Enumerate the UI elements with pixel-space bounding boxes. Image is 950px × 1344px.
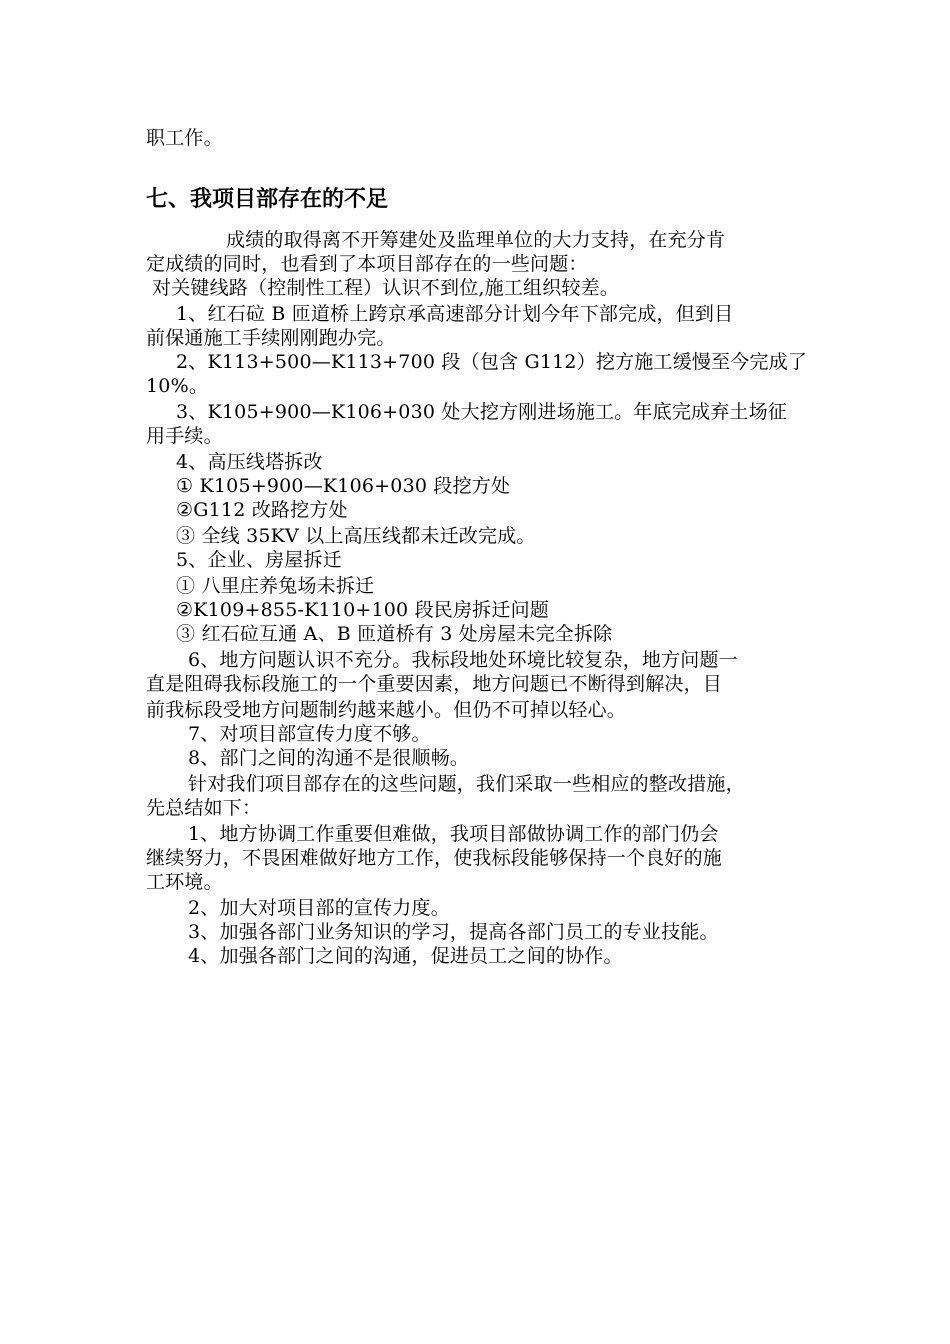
section-heading: 七、我项目部存在的不足 (146, 187, 389, 212)
paragraph-line: 3、加强各部门业务知识的学习，提高各部门员工的专业技能。 (188, 921, 719, 943)
paragraph-line: 2、K113+500—K113+700 段（包含 G112）挖方施工缓慢至今完成了 (176, 351, 808, 373)
paragraph-line: ③ 全线 35KV 以上高压线都未迁改完成。 (176, 525, 536, 547)
paragraph-line: 继续努力，不畏困难做好地方工作，使我标段能够保持一个良好的施 (146, 847, 723, 869)
paragraph-line: 前我标段受地方问题制约越来越小。但仍不可掉以轻心。 (146, 699, 627, 721)
paragraph-line: 2、加大对项目部的宣传力度。 (188, 897, 450, 919)
paragraph-line: 1、地方协调工作重要但难做，我项目部做协调工作的部门仍会 (188, 823, 719, 845)
paragraph-line: 10%。 (146, 375, 209, 397)
lead-line: 职工作。 (146, 127, 223, 149)
paragraph-line: ① K105+900—K106+030 段挖方处 (176, 475, 511, 497)
paragraph-line: 直是阻碍我标段施工的一个重要因素，地方问题已不断得到解决，目 (146, 673, 723, 695)
paragraph-line: ① 八里庄养兔场未拆迁 (176, 575, 375, 597)
paragraph-line: 3、K105+900—K106+030 处大挖方刚进场施工。年底完成弃土场征 (176, 401, 788, 423)
paragraph-line: 先总结如下： (146, 797, 262, 819)
paragraph-line: 8、部门之间的沟通不是很顺畅。 (188, 747, 470, 769)
paragraph-line: 7、对项目部宣传力度不够。 (188, 723, 431, 745)
paragraph-line: 针对我们项目部存在的这些问题，我们采取一些相应的整改措施， (188, 773, 745, 795)
paragraph-line: ③ 红石砬互通 A、B 匝道桥有 3 处房屋未完全拆除 (176, 623, 613, 645)
paragraph-line: 6、地方问题认识不充分。我标段地处环境比较复杂，地方问题一 (188, 649, 738, 671)
paragraph-line: ②G112 改路挖方处 (176, 499, 348, 521)
paragraph-line: ②K109+855-K110+100 段民房拆迁问题 (176, 599, 549, 621)
paragraph-line: 对关键线路（控制性工程）认识不到位,施工组织较差。 (152, 277, 620, 299)
paragraph-line: 用手续。 (146, 425, 223, 447)
paragraph-line: 1、红石砬 B 匝道桥上跨京承高速部分计划今年下部完成，但到目 (176, 303, 734, 325)
paragraph-line: 定成绩的同时，也看到了本项目部存在的一些问题： (146, 253, 588, 275)
paragraph-line: 4、加强各部门之间的沟通，促进员工之间的协作。 (188, 945, 623, 967)
paragraph-line: 前保通施工手续刚刚跑办完。 (146, 327, 396, 349)
paragraph-line: 工环境。 (146, 871, 223, 893)
paragraph-line: 成绩的取得离不开筹建处及监理单位的大力支持，在充分肯 (226, 229, 726, 251)
paragraph-line: 5、企业、房屋拆迁 (176, 549, 342, 571)
paragraph-line: 4、高压线塔拆改 (176, 451, 323, 473)
